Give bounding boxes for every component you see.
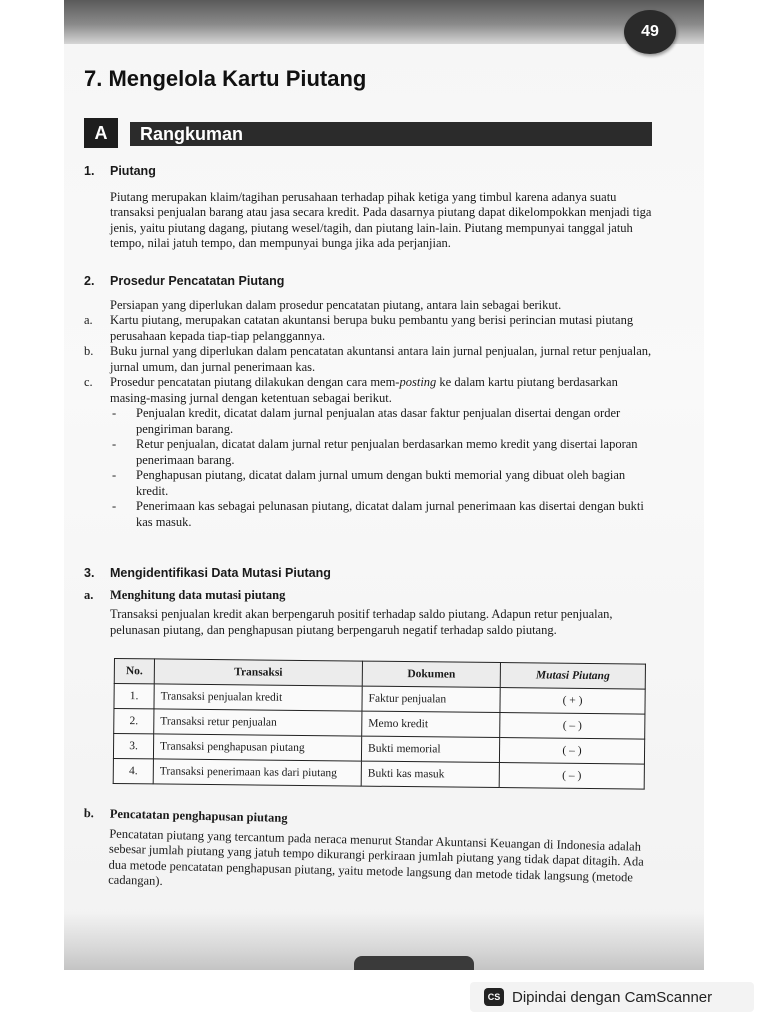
bullet-text: Penerimaan kas sebagai pelunasan piutang, dicatat dalam jurnal penerimaan kas disertai dengan bukti kas masuk. <box>136 499 644 529</box>
table-cell: Bukti kas masuk <box>361 761 499 787</box>
bullet-text: Penjualan kredit, dicatat dalam jurnal penjualan atas dasar faktur penjualan disertai dengan order pengiriman barang. <box>136 406 621 436</box>
section-mutasi <box>84 566 654 638</box>
page-header-band <box>64 0 704 44</box>
list-item-text: Kartu piutang, merupakan catatan akuntansi berupa buku pembantu yang berisi perincian mutasi piutang perusahaan kepada tiap-tiap pelanggannya. <box>110 313 634 343</box>
subsection-heading-text: Pencatatan penghapusan piutang <box>109 806 288 825</box>
section-prosedur <box>84 274 654 530</box>
list-item-text: Buku jurnal yang diperlukan dalam pencatatan akuntansi antara lain jurnal penjualan, jurnal retur penjualan, jurnal umum, dan jurnal penerimaan kas. <box>110 344 652 374</box>
section-heading <box>84 164 654 180</box>
bullet-marker: - <box>112 406 117 420</box>
list-item <box>84 375 654 406</box>
scanned-page <box>64 0 704 970</box>
table-row <box>113 758 644 789</box>
bullet-marker: - <box>112 468 117 482</box>
section-number: 3. <box>84 566 95 580</box>
section-heading <box>84 566 654 582</box>
column-header: Transaksi <box>154 659 362 686</box>
column-header: Dokumen <box>362 661 500 687</box>
bullet-text: Retur penjualan, dicatat dalam jurnal retur penjualan berdasarkan memo kredit yang disertai laporan penerimaan barang. <box>136 437 638 467</box>
section-title: Rangkuman <box>130 122 652 146</box>
subsection-heading <box>84 588 654 604</box>
bullet-item <box>84 437 654 468</box>
bullet-item <box>84 468 654 499</box>
table-cell: Transaksi penghapusan piutang <box>153 734 361 761</box>
camscanner-logo-icon: CS <box>484 988 504 1006</box>
section-number: 1. <box>84 164 95 178</box>
table-cell: 3. <box>113 734 153 759</box>
section-heading-text: Prosedur Pencatatan Piutang <box>110 274 285 288</box>
list-item <box>84 344 654 375</box>
table-cell: Transaksi penjualan kredit <box>154 684 362 711</box>
table-cell: Transaksi retur penjualan <box>154 709 362 736</box>
list-marker: a. <box>84 587 94 602</box>
table-cell: 4. <box>113 758 153 783</box>
table-cell: Memo kredit <box>362 711 500 737</box>
bullet-marker: - <box>112 499 117 513</box>
section-heading-text: Mengidentifikasi Data Mutasi Piutang <box>110 566 331 580</box>
list-marker: c. <box>84 375 93 389</box>
section-number: 2. <box>84 274 95 288</box>
scan-margin-left <box>0 0 64 970</box>
chapter-title: 7. Mengelola Kartu Piutang <box>84 66 367 91</box>
table-cell: ( – ) <box>500 713 645 740</box>
table-cell: 1. <box>114 684 154 709</box>
bullet-item <box>84 499 654 530</box>
table-cell: ( + ) <box>500 688 645 715</box>
list-item-text: Prosedur pencatatan piutang dilakukan dengan cara mem- <box>110 375 400 389</box>
list-item-italic: posting <box>399 375 437 389</box>
page-number-badge: 49 <box>624 10 676 54</box>
column-header: Mutasi Piutang <box>500 663 645 690</box>
scan-margin-right <box>704 0 768 970</box>
table-cell: ( – ) <box>499 763 644 790</box>
paragraph: Pencatatan piutang yang tercantum pada neraca menurut Standar Akuntansi Keuangan di Indonesia adalah sebesar jumlah piutang yang jatuh tempo dikurangi perkiraan jumlah piutang yang tidak dapat ditagih. Ada dua metode pencatatan penghapusan piutang, yaitu metode langsung dan metode tidak langsung (metode cadangan). <box>108 826 644 888</box>
column-header: No. <box>114 659 154 684</box>
section-heading <box>84 274 654 290</box>
section-heading-text: Piutang <box>110 164 156 178</box>
section-badge: A <box>84 118 118 148</box>
table-cell: Bukti memorial <box>361 736 499 762</box>
watermark-text: Dipindai dengan CamScanner <box>512 988 713 1006</box>
paragraph: Transaksi penjualan kredit akan berpengaruh positif terhadap saldo piutang. Adapun retur penjualan, pelunasan piutang, dan penghapusan piutang berpengaruh negatif terhadap saldo piutang. <box>110 607 613 637</box>
bullet-marker: - <box>112 437 117 451</box>
bullet-item <box>84 406 654 437</box>
bullet-text: Penghapusan piutang, dicatat dalam jurnal umum dengan bukti memorial yang dibuat oleh bagian kredit. <box>136 468 626 498</box>
paragraph: Persiapan yang diperlukan dalam prosedur pencatatan piutang, antara lain sebagai berikut. <box>110 297 562 312</box>
list-marker: b. <box>83 806 95 821</box>
mutasi-piutang-table <box>113 658 646 790</box>
section-piutang <box>84 164 654 252</box>
table-cell: ( – ) <box>499 738 644 765</box>
list-item-text: ke dalam kartu piutang berdasarkan masing-masing jurnal dengan ketentuan sebagai berikut. <box>110 375 618 405</box>
table-cell: Transaksi penerimaan kas dari piutang <box>153 759 361 786</box>
paragraph: Piutang merupakan klaim/tagihan perusahaan terhadap pihak ketiga yang timbul karena adanya suatu transaksi penjualan barang atau jasa secara kredit. Pada dasarnya piutang dapat dikelompokkan menjadi tiga jenis, yaitu piutang dagang, piutang wesel/tagih, dan piutang lain-lain. Piutang mempunyai tanggal jatuh tempo, nilai jatuh tempo, dan mempunyai bunga jika ada perjanjian. <box>110 189 652 250</box>
list-marker: a. <box>84 313 93 327</box>
table-cell: 2. <box>114 709 154 734</box>
camscanner-watermark <box>470 982 754 1012</box>
page-bottom-tab <box>354 956 474 970</box>
table-cell: Faktur penjualan <box>362 686 500 712</box>
list-item <box>84 313 654 344</box>
subsection-heading-text: Menghitung data mutasi piutang <box>110 587 286 602</box>
list-marker: b. <box>84 344 94 358</box>
subsection-penghapusan <box>82 806 654 901</box>
